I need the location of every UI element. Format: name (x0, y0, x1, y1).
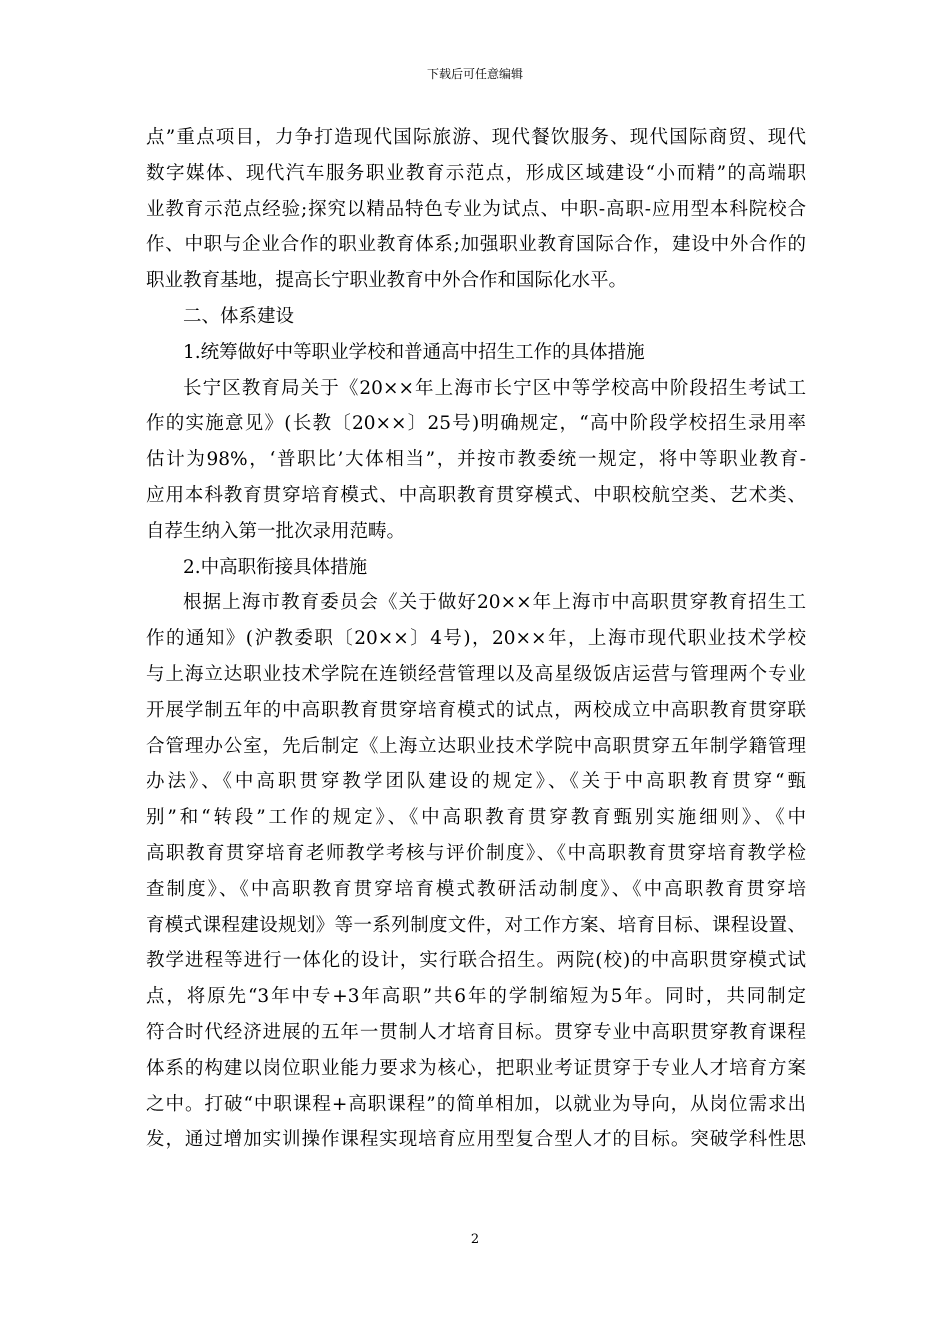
paragraph-articulation (146, 585, 806, 1158)
subsection-heading-1 (146, 335, 806, 371)
text-line: 根据上海市教育委员会《关于做好20××年上海市中高职贯穿教育招生工 (183, 592, 806, 614)
text-line: 别”和“转段”工作的规定》、《中高职教育贯穿教育甄别实施细则》、《中 (146, 807, 806, 829)
text-line: 合管理办公室，先后制定《上海立达职业技术学院中高职贯穿五年制学籍管理 (146, 735, 806, 757)
text-line: 估计为98%，‘普职比’大体相当”，并按市教委统一规定，将中等职业教育- (146, 449, 806, 471)
text-line: 之中。打破“中职课程+高职课程”的简单相加，以就业为导向，从岗位需求出 (146, 1093, 806, 1115)
page-header: 下载后可任意编辑 (426, 67, 523, 81)
paragraph-admission (146, 371, 806, 550)
text-line: 点，将原先“3年中专+3年高职”共6年的学制缩短为5年。同时，共同制定 (146, 986, 806, 1008)
paragraph-continuation (146, 120, 806, 299)
text-line: 长宁区教育局关于《20××年上海市长宁区中等学校高中阶段招生考试工 (183, 377, 806, 399)
text-line: 教学进程等进行一体化的设计，实行联合招生。两院(校)的中高职贯穿模式试 (146, 950, 806, 972)
text-line: 业教育示范点经验;探究以精品特色专业为试点、中职-高职-应用型本科院校合 (146, 198, 806, 220)
text-line: 高职教育贯穿培育老师教学考核与评价制度》、《中高职教育贯穿培育教学检 (146, 842, 806, 864)
text-line: 开展学制五年的中高职教育贯穿培育模式的试点，两校成立中高职教育贯穿联 (146, 699, 806, 721)
text-line: 办法》、《中高职贯穿教学团队建设的规定》、《关于中高职教育贯穿“甄 (146, 771, 806, 793)
text-line: 符合时代经济进展的五年一贯制人才培育目标。贯穿专业中高职贯穿教育课程 (146, 1021, 806, 1043)
text-line: 职业教育基地，提高长宁职业教育中外合作和国际化水平。 (146, 270, 628, 292)
body-text (146, 120, 806, 1158)
text-line: 查制度》、《中高职教育贯穿培育模式教研活动制度》、《中高职教育贯穿培 (146, 878, 806, 900)
text-line: 体系的构建以岗位职业能力要求为核心，把职业考证贯穿于专业人才培育方案 (146, 1057, 806, 1079)
text-line: 作、中职与企业合作的职业教育体系;加强职业教育国际合作，建设中外合作的 (146, 234, 806, 256)
text-line: 作的实施意见》(长教〔20××〕25号)明确规定，“高中阶段学校招生录用率 (146, 413, 806, 435)
text-line: 自荐生纳入第一批次录用范畴。 (146, 520, 406, 542)
heading-text: 1.统筹做好中等职业学校和普通高中招生工作的具体措施 (183, 341, 645, 363)
subsection-heading-2 (146, 550, 806, 586)
text-line: 作的通知》(沪教委职〔20××〕4号)，20××年，上海市现代职业技术学校 (146, 628, 806, 650)
text-line: 点”重点项目，力争打造现代国际旅游、现代餐饮服务、现代国际商贸、现代 (146, 127, 806, 148)
section-heading (146, 299, 806, 335)
text-line: 数字媒体、现代汽车服务职业教育示范点，形成区域建设“小而精”的高端职 (146, 162, 806, 184)
text-line: 育模式课程建设规划》等一系列制度文件，对工作方案、培育目标、课程设置、 (146, 914, 806, 936)
text-line: 应用本科教育贯穿培育模式、中高职教育贯穿模式、中职校航空类、艺术类、 (146, 484, 806, 506)
text-line: 发，通过增加实训操作课程实现培育应用型复合型人才的目标。突破学科性思 (146, 1129, 806, 1151)
page-number: 2 (470, 1232, 480, 1247)
heading-text: 二、体系建设 (183, 305, 295, 327)
text-line: 与上海立达职业技术学院在连锁经营管理以及高星级饭店运营与管理两个专业 (146, 663, 806, 685)
heading-text: 2.中高职衔接具体措施 (183, 556, 368, 578)
